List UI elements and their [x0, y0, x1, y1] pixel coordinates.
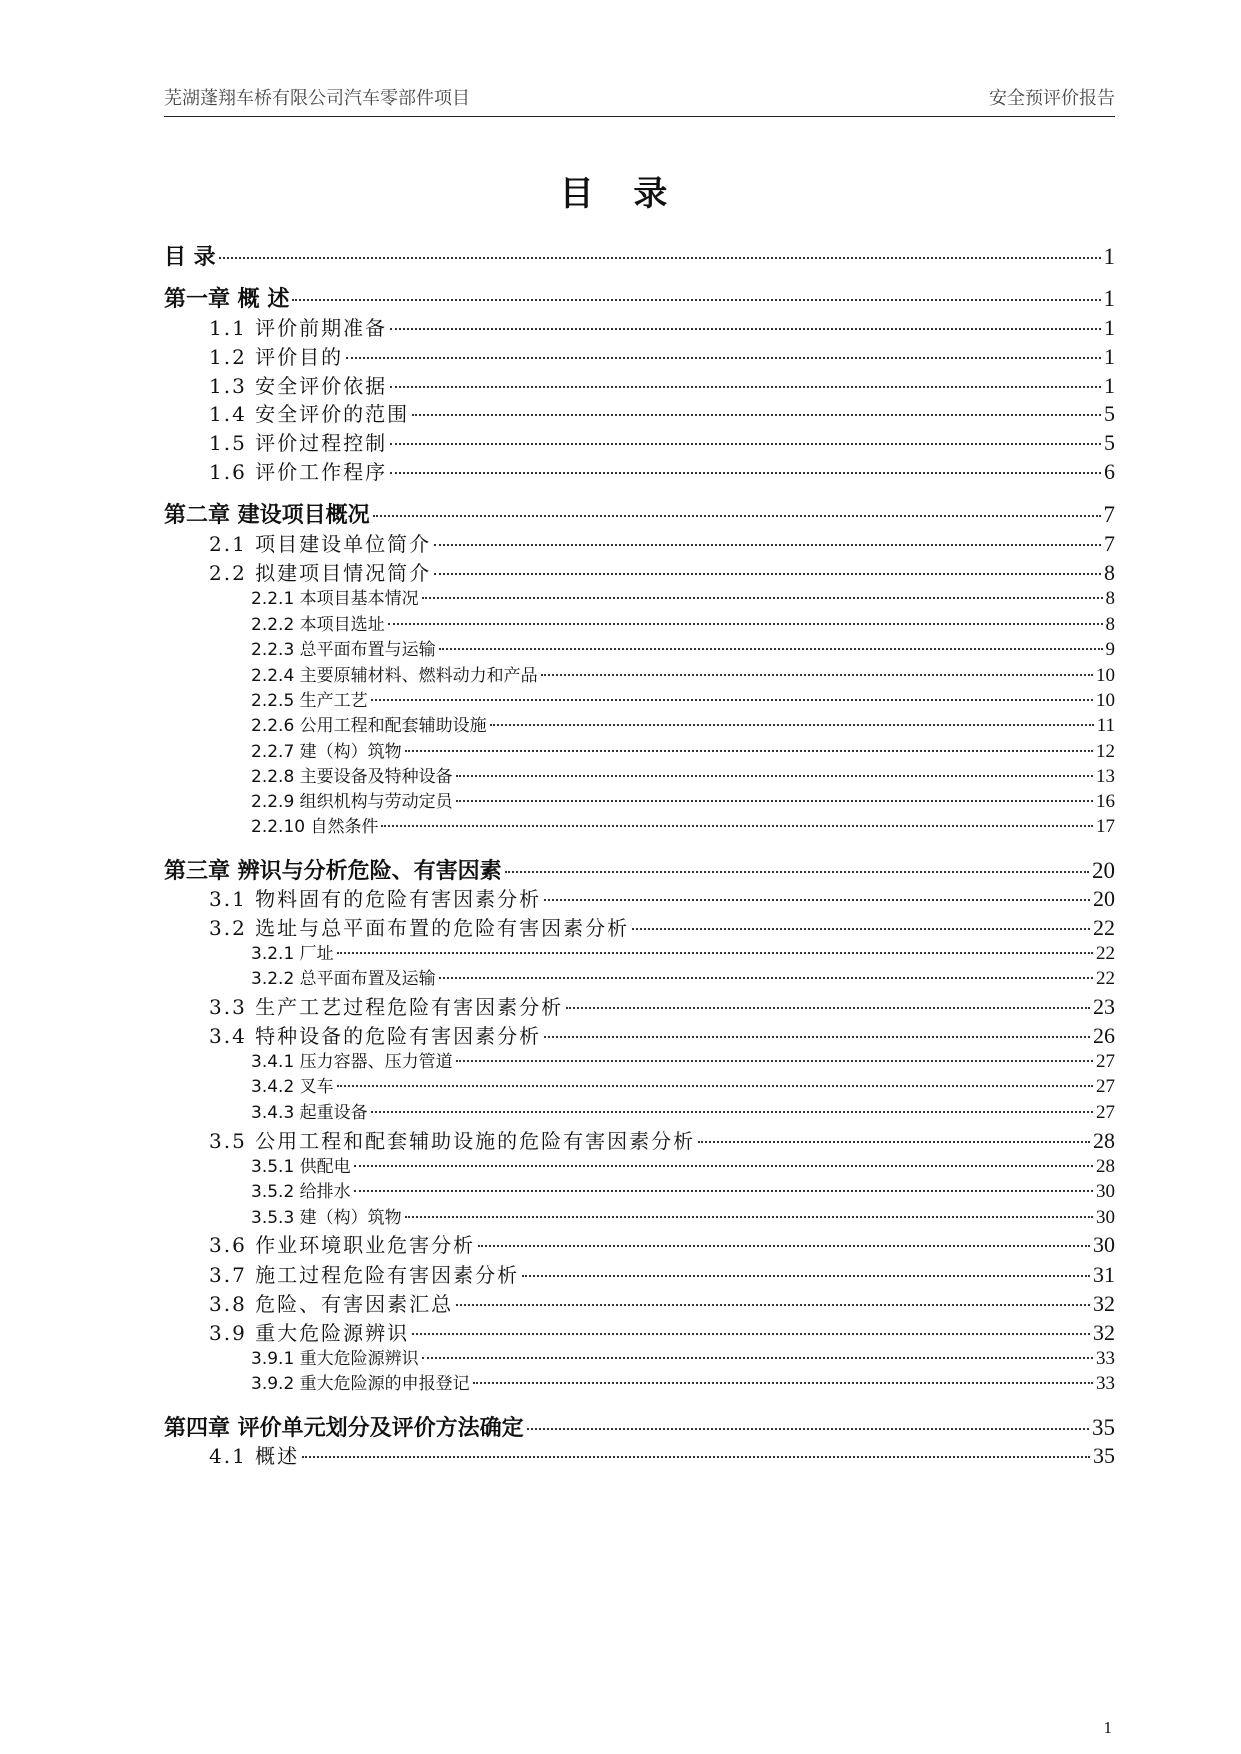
toc-entry-label: 2.2 拟建项目情况简介 [209, 561, 432, 585]
toc-entry-page: 31 [1093, 1262, 1115, 1287]
toc-entry-label: 3.9 重大危险源辨识 [209, 1321, 410, 1345]
toc-entry-page: 10 [1096, 665, 1115, 686]
toc-entry-label: 2.2.6 公用工程和配套辅助设施 [251, 716, 487, 736]
toc-entry[interactable] [164, 1259, 1115, 1288]
toc-entry[interactable] [164, 1203, 1115, 1229]
toc-entry-label: 3.8 危险、有害因素汇总 [209, 1292, 454, 1316]
dot-leader [434, 544, 1101, 546]
toc-entry[interactable] [164, 1344, 1115, 1370]
toc-entry[interactable] [164, 635, 1115, 661]
toc-entry-page: 30 [1096, 1207, 1115, 1228]
dot-leader [527, 1428, 1089, 1430]
dot-leader [381, 825, 1093, 827]
toc-entry-label: 1.2 评价目的 [209, 345, 344, 369]
dot-leader [390, 386, 1101, 388]
toc-entry[interactable] [164, 812, 1115, 838]
page-number: 1 [1103, 1718, 1112, 1737]
toc-entry[interactable] [164, 1072, 1115, 1098]
toc-entry[interactable] [164, 427, 1115, 456]
toc-entry[interactable] [164, 370, 1115, 399]
dot-leader [219, 257, 1101, 259]
toc-entry-page: 27 [1096, 1076, 1115, 1097]
toc-entry-label: 3.4.3 起重设备 [251, 1103, 368, 1123]
toc-entry-label: 3.5 公用工程和配套辅助设施的危险有害因素分析 [209, 1129, 696, 1153]
toc-entry[interactable] [164, 1047, 1115, 1073]
toc-entry[interactable] [164, 661, 1115, 687]
toc-entry-page: 5 [1104, 430, 1115, 455]
toc-entry-page: 26 [1093, 1023, 1115, 1048]
dot-leader [439, 977, 1093, 979]
dot-leader [292, 299, 1100, 301]
dot-leader [422, 597, 1103, 599]
dot-leader [632, 928, 1090, 930]
page-header [164, 84, 1115, 117]
toc-entry-page: 1 [1103, 244, 1115, 269]
toc-entry-label: 3.5.1 供配电 [251, 1157, 351, 1177]
toc-entry-page: 28 [1093, 1128, 1115, 1153]
toc-entry[interactable] [164, 282, 1115, 313]
toc-entry-page: 17 [1096, 816, 1115, 837]
toc-entry-label: 1.6 评价工作程序 [209, 460, 388, 484]
header-project-name: 芜湖蓬翔车桥有限公司汽车零部件项目 [164, 88, 470, 109]
dot-leader [422, 1357, 1093, 1359]
toc-entry[interactable] [164, 1288, 1115, 1317]
toc-entry-page: 1 [1104, 344, 1115, 369]
dot-leader [405, 1216, 1093, 1218]
dot-leader [490, 724, 1094, 726]
toc-entry[interactable] [164, 498, 1115, 529]
toc-entry[interactable] [164, 456, 1115, 485]
toc-entry-page: 30 [1093, 1232, 1115, 1257]
toc-entry-page: 11 [1096, 715, 1115, 736]
toc-entry[interactable] [164, 686, 1115, 712]
dot-leader [337, 952, 1093, 954]
toc-entry[interactable] [164, 964, 1115, 990]
toc-entry-label: 2.2.2 本项目选址 [251, 615, 385, 635]
toc-entry-page: 35 [1093, 1443, 1115, 1468]
dot-leader [302, 1456, 1090, 1458]
dot-leader [505, 871, 1089, 873]
toc-entry[interactable] [164, 991, 1115, 1020]
dot-leader [439, 648, 1103, 650]
toc-entry-label: 2.2.8 主要设备及特种设备 [251, 767, 453, 787]
toc-entry[interactable] [164, 557, 1115, 586]
toc-entry-page: 13 [1096, 766, 1115, 787]
header-report-type: 安全预评价报告 [989, 88, 1115, 109]
toc-entry-label: 3.2 选址与总平面布置的危险有害因素分析 [209, 916, 630, 940]
toc-entry-page: 12 [1096, 741, 1115, 762]
toc-entry-page: 5 [1104, 401, 1115, 426]
toc-entry[interactable] [164, 312, 1115, 341]
dot-leader [346, 357, 1101, 359]
toc-entry-label: 2.2.9 组织机构与劳动定员 [251, 792, 453, 812]
toc-entry-page: 6 [1104, 459, 1115, 484]
toc-entry[interactable] [164, 398, 1115, 427]
toc-entry-label: 3.5.3 建（构）筑物 [251, 1208, 402, 1228]
toc-entry-label: 3.4.2 叉车 [251, 1077, 334, 1097]
toc-entry-page: 30 [1096, 1181, 1115, 1202]
toc-entry[interactable] [164, 1125, 1115, 1154]
toc-entry-label: 1.4 安全评价的范围 [209, 402, 410, 426]
toc-entry[interactable] [164, 1229, 1115, 1258]
toc-entry-label: 3.9.1 重大危险源辨识 [251, 1349, 419, 1369]
toc-entry-label: 3.4 特种设备的危险有害因素分析 [209, 1024, 542, 1048]
toc-entry[interactable] [164, 939, 1115, 965]
toc-entry-page: 9 [1105, 639, 1115, 660]
toc-entry-label: 2.2.1 本项目基本情况 [251, 589, 419, 609]
toc-entry-page: 7 [1103, 502, 1115, 527]
toc-entry-page: 22 [1096, 943, 1115, 964]
toc-entry-page: 8 [1105, 614, 1115, 635]
toc-entry-label: 2.1 项目建设单位简介 [209, 532, 432, 556]
toc-entry-label: 1.5 评价过程控制 [209, 431, 388, 455]
toc-entry[interactable] [164, 341, 1115, 370]
toc-entry-page: 8 [1104, 560, 1115, 585]
dot-leader [434, 573, 1101, 575]
toc-entry-page: 33 [1096, 1348, 1115, 1369]
dot-leader [456, 800, 1093, 802]
toc-entry-page: 8 [1105, 588, 1115, 609]
dot-leader [544, 1036, 1090, 1038]
toc-entry-page: 1 [1103, 286, 1115, 311]
toc-entry-page: 22 [1093, 915, 1115, 940]
toc-entry-page: 32 [1093, 1291, 1115, 1316]
toc-entry-label: 4.1 概述 [209, 1444, 300, 1468]
toc-entry-label: 3.2.1 厂址 [251, 944, 334, 964]
toc-entry-page: 35 [1092, 1415, 1115, 1440]
toc-entry-page: 27 [1096, 1051, 1115, 1072]
toc-entry-label: 2.2.5 生产工艺 [251, 691, 368, 711]
toc-entry[interactable] [164, 762, 1115, 788]
dot-leader [354, 1165, 1093, 1167]
toc-entry[interactable] [164, 1152, 1115, 1178]
toc-entry[interactable] [164, 1411, 1115, 1442]
toc-entry-label: 1.3 安全评价依据 [209, 374, 388, 398]
toc-entry-label: 第二章 建设项目概况 [164, 503, 370, 528]
toc-entry-label: 3.5.2 给排水 [251, 1182, 351, 1202]
toc-entry-page: 10 [1096, 690, 1115, 711]
toc-entry-page: 1 [1104, 315, 1115, 340]
dot-leader [456, 1060, 1093, 1062]
dot-leader [541, 674, 1093, 676]
toc-entry-label: 1.1 评价前期准备 [209, 316, 388, 340]
dot-leader [522, 1275, 1090, 1277]
toc-entry-page: 7 [1104, 531, 1115, 556]
toc-entry-label: 第三章 辨识与分析危险、有害因素 [164, 859, 502, 884]
dot-leader [388, 623, 1103, 625]
toc-entry-label: 3.4.1 压力容器、压力管道 [251, 1052, 453, 1072]
toc-entry-label: 3.1 物料固有的危险有害因素分析 [209, 887, 542, 911]
toc-entry-page: 28 [1096, 1156, 1115, 1177]
dot-leader [456, 1304, 1090, 1306]
dot-leader [371, 1111, 1093, 1113]
toc-entry[interactable] [164, 1098, 1115, 1124]
toc-entry-page: 20 [1093, 886, 1115, 911]
dot-leader [390, 328, 1101, 330]
dot-leader [544, 899, 1090, 901]
toc-entry-page: 27 [1096, 1102, 1115, 1123]
dot-leader [354, 1190, 1093, 1192]
toc-entry-label: 第四章 评价单元划分及评价方法确定 [164, 1416, 524, 1441]
dot-leader [412, 1333, 1090, 1335]
dot-leader [371, 699, 1093, 701]
toc-entry-label: 2.2.4 主要原辅材料、燃料动力和产品 [251, 666, 538, 686]
dot-leader [405, 750, 1093, 752]
dot-leader [456, 775, 1093, 777]
toc-entry-label: 3.2.2 总平面布置及运输 [251, 969, 436, 989]
toc-entry[interactable] [164, 240, 1115, 271]
dot-leader [337, 1085, 1093, 1087]
dot-leader [473, 1382, 1093, 1384]
toc-entry-page: 23 [1093, 994, 1115, 1019]
toc-entry[interactable] [164, 711, 1115, 737]
toc-entry[interactable] [164, 737, 1115, 763]
toc-entry-label: 3.6 作业环境职业危害分析 [209, 1233, 476, 1257]
toc-entry[interactable] [164, 854, 1115, 885]
toc-entry-page: 22 [1096, 968, 1115, 989]
toc-entry-label: 3.9.2 重大危险源的申报登记 [251, 1374, 470, 1394]
dot-leader [566, 1007, 1090, 1009]
dot-leader [412, 414, 1101, 416]
toc-entry-page: 1 [1104, 373, 1115, 398]
dot-leader [390, 443, 1101, 445]
toc-entry[interactable] [164, 883, 1115, 912]
toc-entry-label: 2.2.10 自然条件 [251, 817, 379, 837]
toc-entry[interactable] [164, 1177, 1115, 1203]
toc-entry-label: 3.3 生产工艺过程危险有害因素分析 [209, 995, 564, 1019]
toc-entry-label: 2.2.7 建（构）筑物 [251, 742, 402, 762]
toc-entry-page: 32 [1093, 1320, 1115, 1345]
dot-leader [698, 1141, 1090, 1143]
dot-leader [478, 1245, 1090, 1247]
toc-entry[interactable] [164, 528, 1115, 557]
toc-entry[interactable] [164, 912, 1115, 941]
toc-entry[interactable] [164, 1440, 1115, 1469]
toc-entry[interactable] [164, 610, 1115, 636]
toc-entry[interactable] [164, 584, 1115, 610]
toc-entry[interactable] [164, 1020, 1115, 1049]
toc-entry-label: 3.7 施工过程危险有害因素分析 [209, 1263, 520, 1287]
page-title: 目 录 [559, 174, 682, 214]
toc-entry-label: 第一章 概 述 [164, 287, 290, 312]
toc-entry-page: 20 [1092, 858, 1115, 883]
toc-entry[interactable] [164, 787, 1115, 813]
dot-leader [390, 472, 1101, 474]
toc-entry-label: 目 录 [164, 245, 216, 270]
toc-entry[interactable] [164, 1369, 1115, 1395]
toc-entry-page: 16 [1096, 791, 1115, 812]
toc-entry[interactable] [164, 1317, 1115, 1346]
toc-entry-page: 33 [1096, 1373, 1115, 1394]
toc-entry-label: 2.2.3 总平面布置与运输 [251, 640, 436, 660]
dot-leader [373, 515, 1101, 517]
